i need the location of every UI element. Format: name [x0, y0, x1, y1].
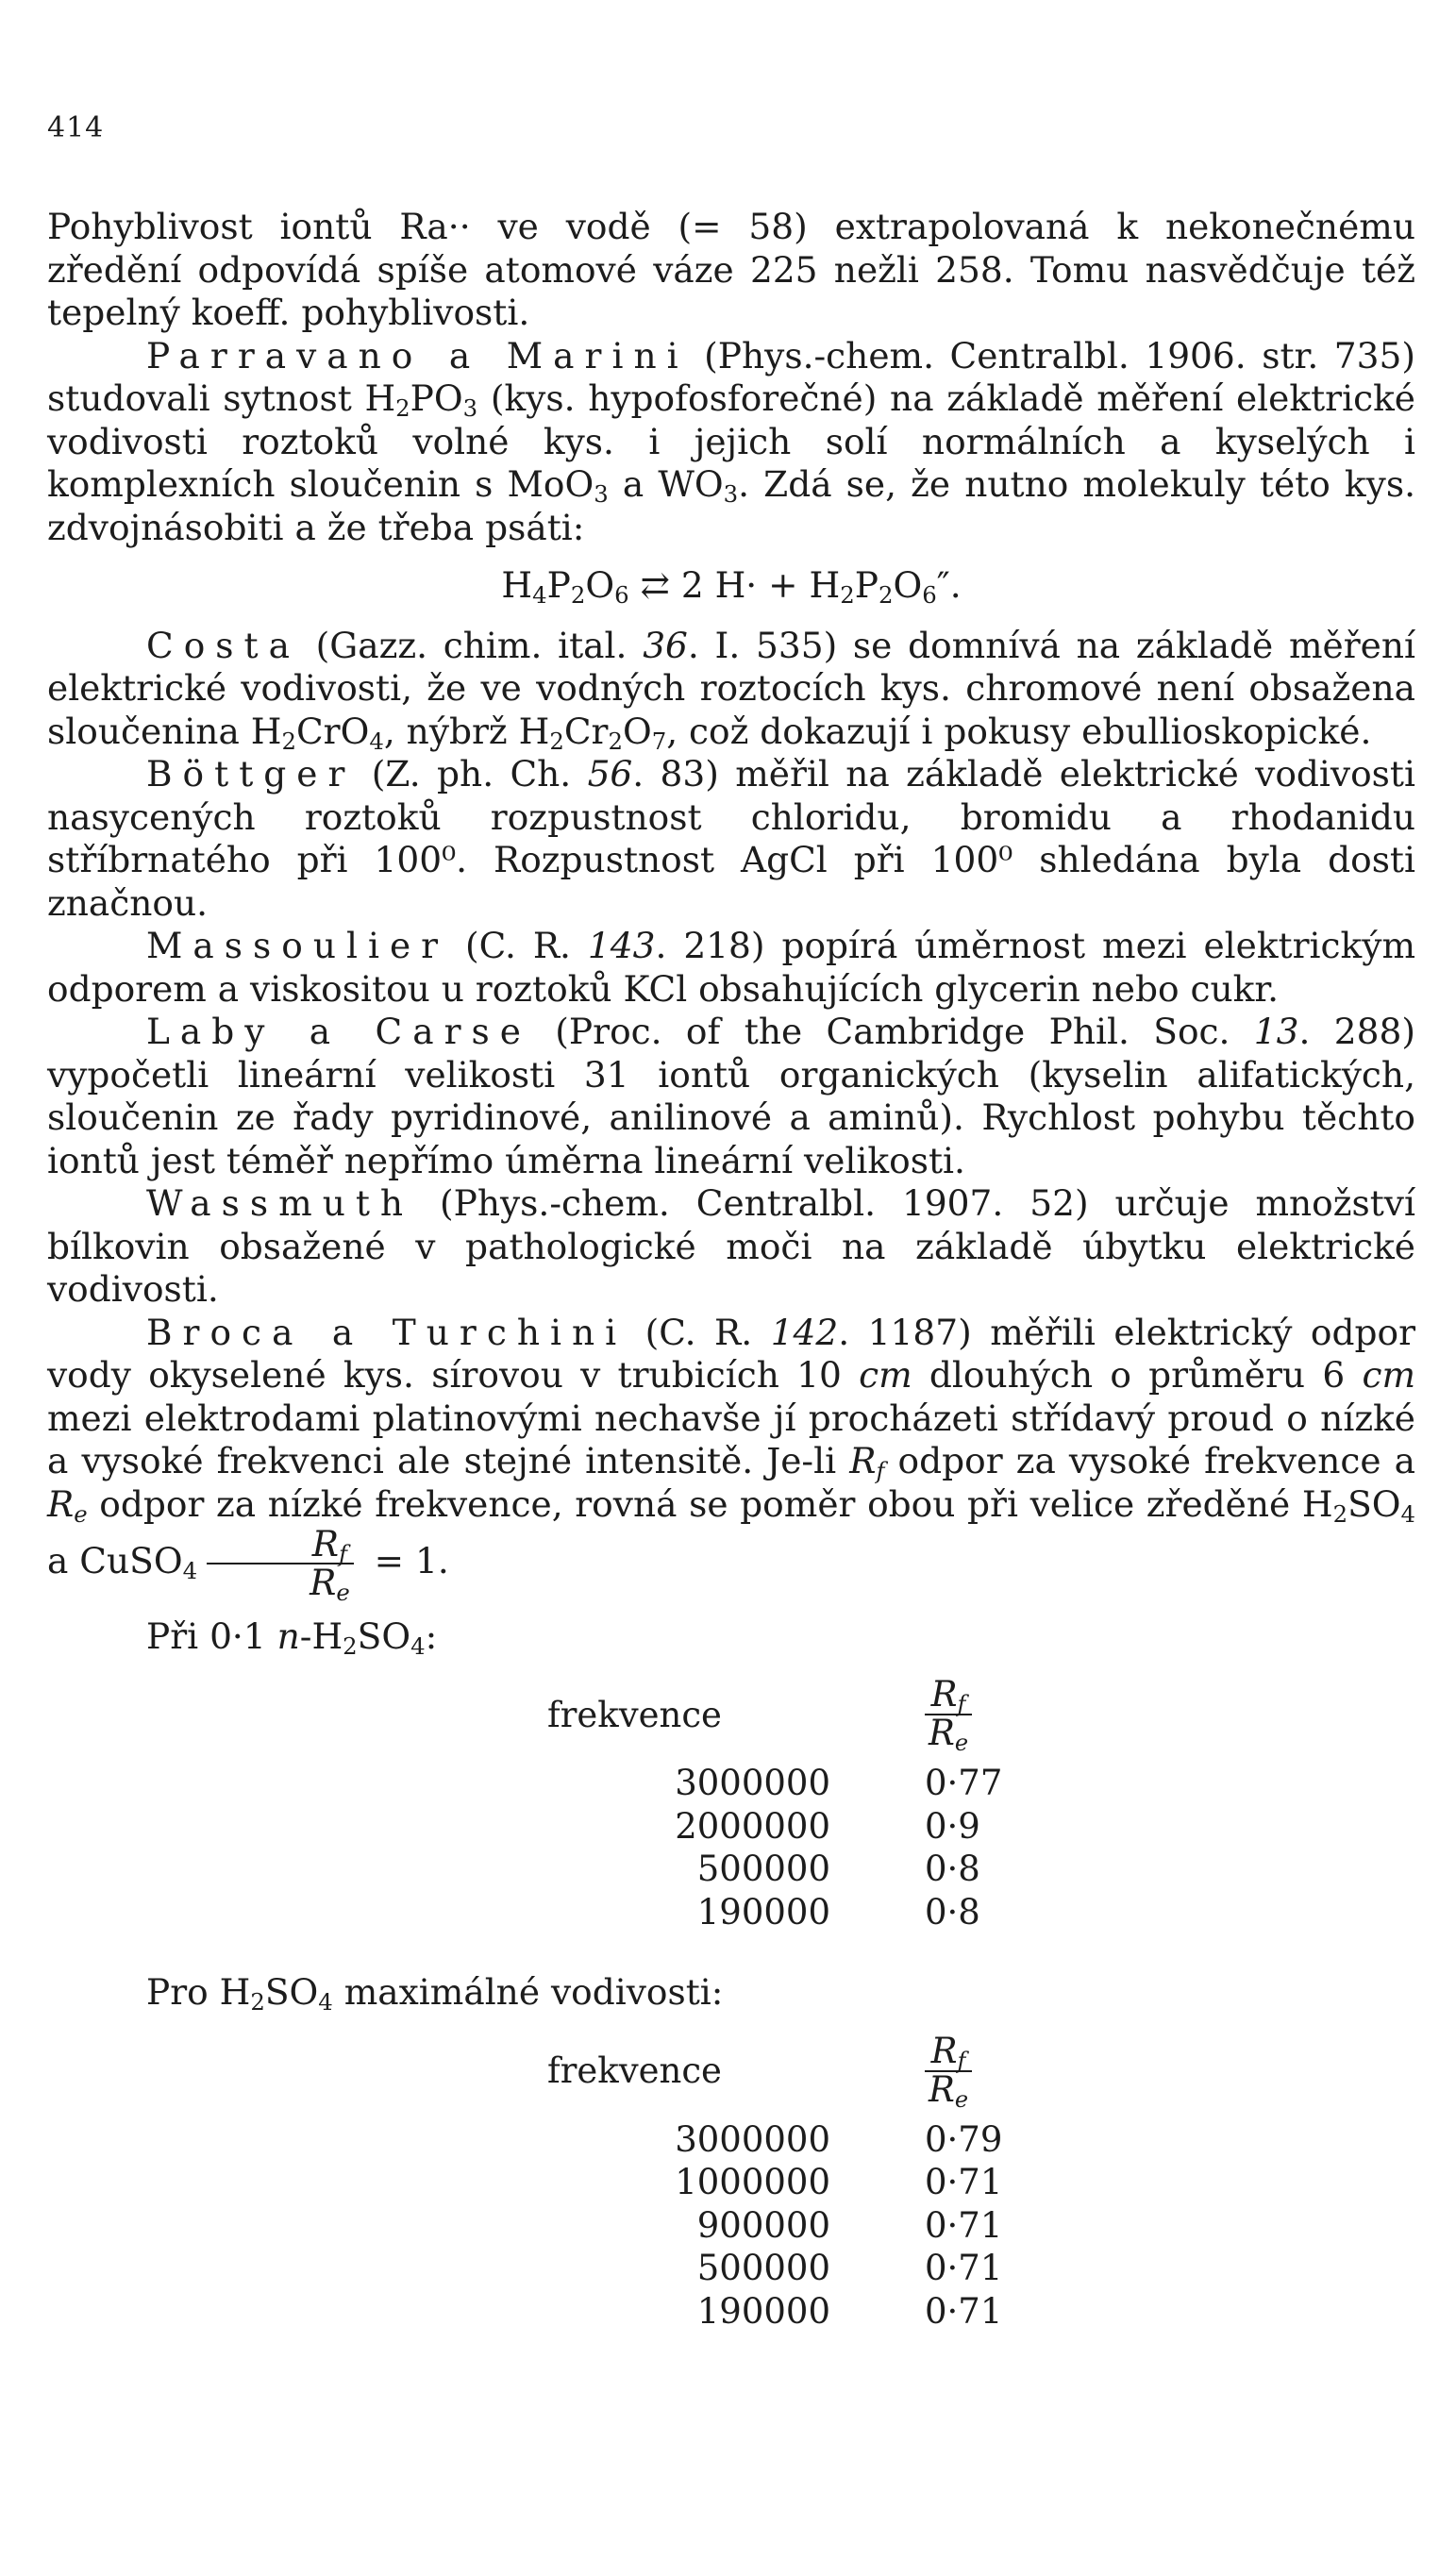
table-row: 190000 0·8	[696, 1891, 980, 1933]
paragraph-parravano: Parravano a Marini (Phys.-chem. Centralbl. 1906. str. 735) studovali sytnost $H_2PO_3$ (kys. hypofosforečné) na základě měření elektrické vodivosti roztoků volné kys. i jejich solí normálních a kyselých i komplexních sloučenin s MoO$_3$ a $WO_3$. Zdá se, že nutno molekuly této kys. zdvojnásobiti a že třeba psáti:	[47, 334, 1415, 548]
paragraph-ra-mobility: Pohyblivost iontů Ra·· ve vodě (= 58) extrapolovaná k nekonečnému zředění odpovídá spíše atomové váze 225 nežli 258. Tomu nasvědčuje též tepelný koeff. pohyblivosti.	[47, 206, 1415, 333]
body-text	[47, 206, 1415, 2333]
equilibrium-arrow-icon: ⇄	[628, 564, 681, 606]
paragraph-laby-carse: Laby a Carse (Proc. of the Cambridge Phil. Soc. 13. 288) vypočetli lineární velikosti 31 iontů organických (kyselin alifatických, sloučenin ze řady pyridinové, anilinové a aminů). Rychlost pohybu těchto iontů jest téměř nepřímo úměrna lineární velikosti.	[47, 1011, 1415, 1181]
author-name: Böttger	[146, 753, 356, 795]
table-row: 190000 0·71	[696, 2290, 1003, 2332]
author-name: Wassmuth	[146, 1182, 414, 1224]
table-row: 500000 0·8	[696, 1849, 980, 1890]
paragraph-costa: Costa (Gazz. chim. ital. 36. I. 535) se domnívá na základě měření elektrické vodivosti, že ve vodných roztocích kys. chromové není obsažena sloučenina $H_2CrO_4$, nýbrž $H_2Cr_2O_7$, což dokazují i pokusy ebullioskopické.	[47, 624, 1415, 755]
table2-caption: Pro $H_2SO_4$ maximálné vodivosti:	[146, 1971, 724, 2016]
author-name: Costa	[146, 624, 300, 666]
column-header-frequency: frekvence	[547, 1694, 722, 1735]
author-name: Parravano a Marini	[146, 334, 689, 376]
table-row: 500000 0·71	[696, 2248, 1003, 2289]
table-row: 3000000 0·79	[675, 2118, 1003, 2160]
paragraph-wassmuth: Wassmuth (Phys.-chem. Centralbl. 1907. 52) určuje množství bílkovin obsažené v pathologické moči na základě úbytku elektrické vodivosti.	[47, 1182, 1415, 1310]
paragraph-broca-turchini: Broca a Turchini (C. R. 142. 1187) měřili elektrický odpor vody okyselené kys. sírovou v trubicích 10 cm dlouhých o průměru 6 cm mezi elektrodami platinovými nechavše jí procházeti střídavý proud o nízké a vysoké frekvenci ale stejné intensitě. Je-li $R_f$ odpor za vysoké frekvence a $R_e$ odpor za nízké frekvence, rovná se poměr obou při velice zředěné $H_2SO_4$ a CuSO$_4$ $\frac{R_f}{R_e}$ = 1.	[47, 1311, 1415, 1607]
chemical-equation: $H_4P_2O_6$ ⇄ 2 $H\cdot + H_2P_2O_6''$.	[501, 564, 962, 610]
paragraph-bottger: Böttger (Z. ph. Ch. 56. 83) měřil na základě elektrické vodivosti nasycených roztoků rozpustnost chloridu, bromidu a rhodanidu stříbrnatého při 100⁰. Rozpustnost AgCl při 100⁰ shledána byla dosti značnou.	[47, 753, 1415, 924]
frequency-table-1	[491, 1667, 1095, 1933]
author-name: Laby a Carse	[146, 1011, 531, 1052]
table-row: 900000 0·71	[696, 2204, 1003, 2246]
table-row: 1000000 0·71	[675, 2162, 1003, 2203]
table-row: 2000000 0·9	[675, 1805, 980, 1847]
table-header-row	[491, 2024, 1095, 2118]
column-header-ratio: $\frac{R_f}{R_e}$	[906, 2024, 1095, 2118]
table-header-row	[491, 1667, 1095, 1762]
resistance-ratio-fraction: $\frac{R_f}{R_e}$	[207, 1526, 354, 1602]
author-name: Massoulier	[146, 925, 449, 966]
page-number: 414	[47, 111, 105, 144]
column-header-ratio: $\frac{R_f}{R_e}$	[906, 1667, 1095, 1762]
table-row: 3000000 0·77	[675, 1763, 1003, 1804]
frequency-table-2	[491, 2024, 1095, 2334]
table1-caption: Při 0·1 $n-H_2SO_4$:	[146, 1615, 438, 1660]
author-name: Broca a Turchini	[146, 1311, 628, 1353]
paragraph-massoulier: Massoulier (C. R. 143. 218) popírá úměrnost mezi elektrickým odporem a viskositou u roztoků KCl obsahujících glycerin nebo cukr.	[47, 925, 1415, 1010]
column-header-frequency: frekvence	[547, 2050, 722, 2091]
